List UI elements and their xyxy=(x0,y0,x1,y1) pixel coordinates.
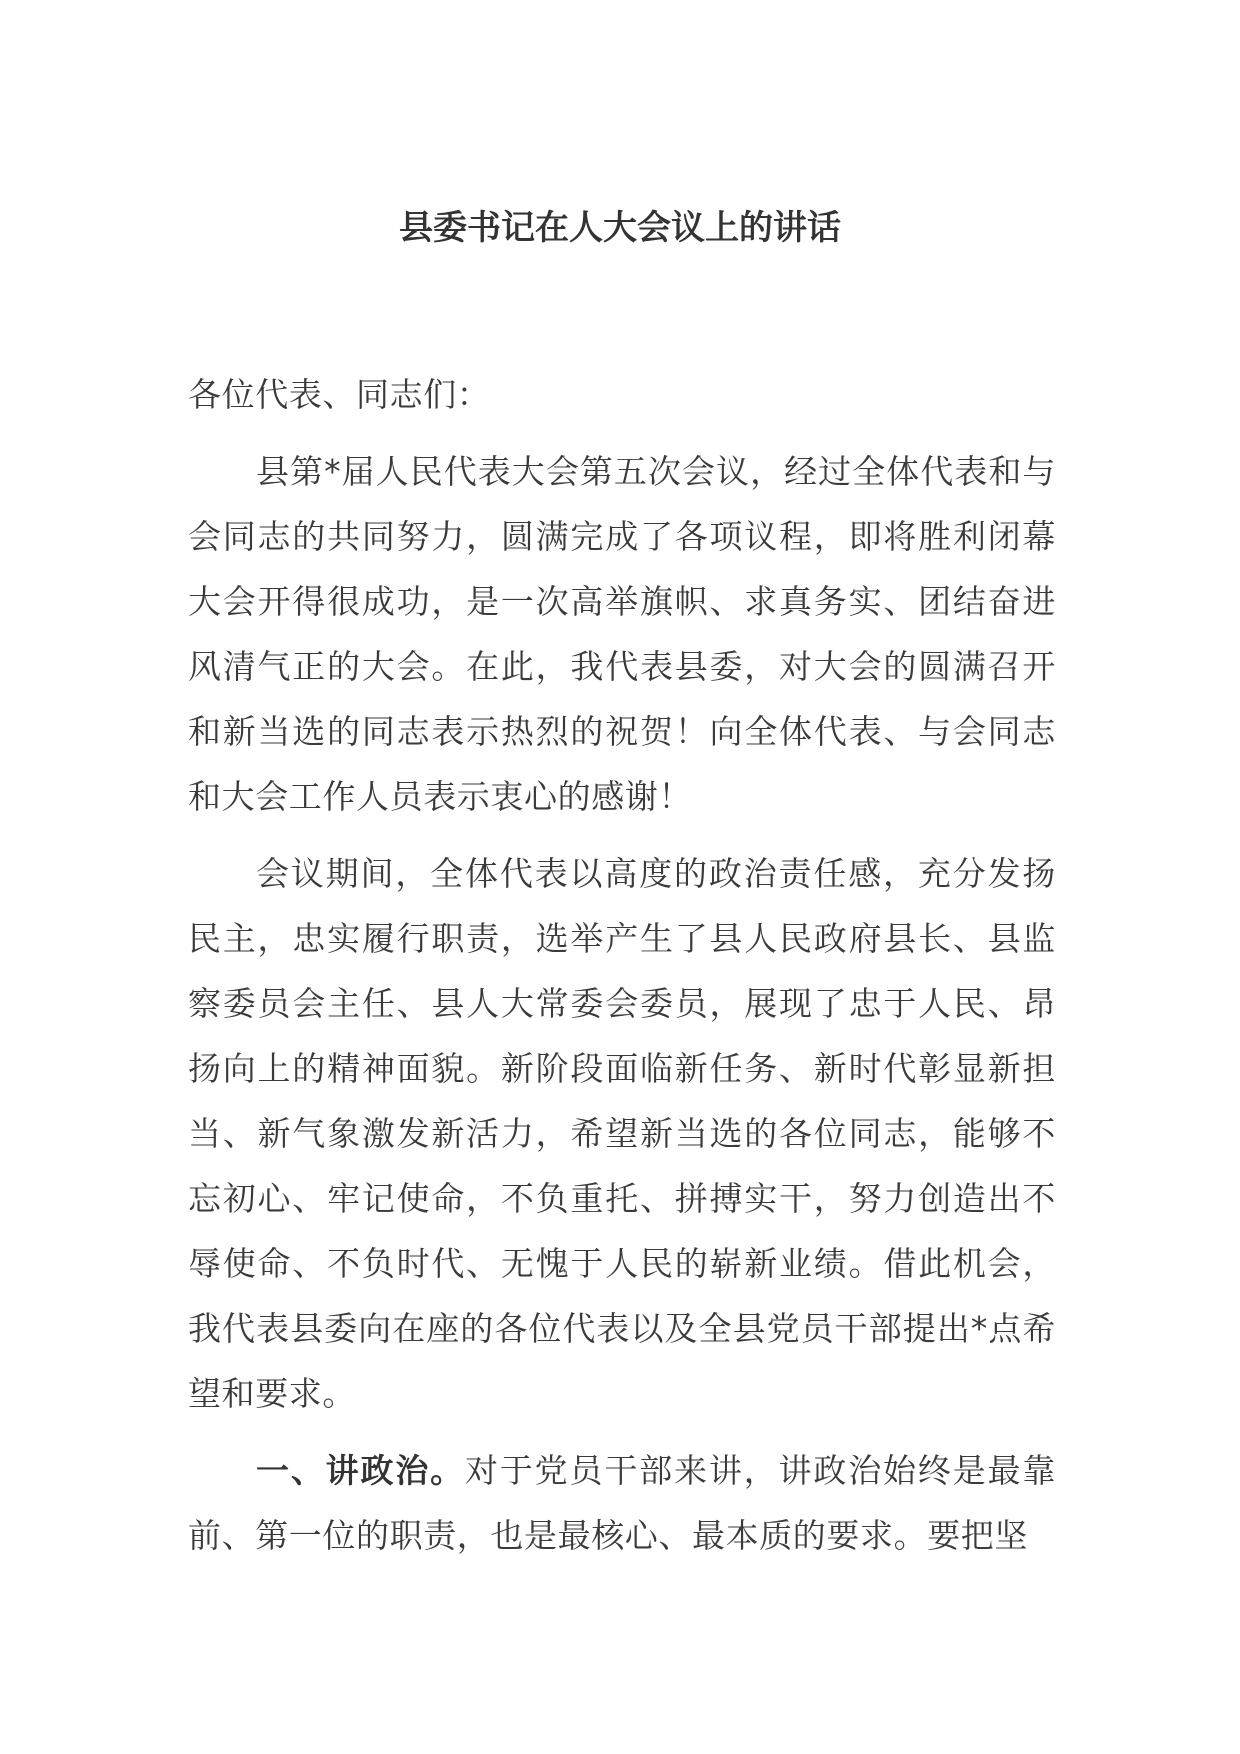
paragraph-section-politics xyxy=(188,1438,1056,1568)
document-title: 县委书记在人大会议上的讲话 xyxy=(399,208,841,248)
section-text: 对于党员干部来讲，讲政治始终是最靠前、第一位的职责，也是最核心、最本质的要求。要把坚 xyxy=(188,1451,1056,1555)
paragraph-opening: 县第*届人民代表大会第五次会议，经过全体代表和与会同志的共同努力，圆满完成了各项议程，即将胜利闭幕大会开得很成功，是一次高举旗帜、求真务实、团结奋进风清气正的大会。在此，我代表县委，对大会的圆满召开和新当选的同志表示热烈的祝贺！向全体代表、与会同志和大会工作人员表示衷心的感谢！ xyxy=(188,452,1056,816)
section-heading: 一、讲政治。 xyxy=(256,1451,466,1490)
salutation: 各位代表、同志们： xyxy=(188,375,491,414)
document-body xyxy=(188,362,1056,1580)
paragraph-meeting-review: 会议期间，全体代表以高度的政治责任感，充分发扬民主，忠实履行职责，选举产生了县人民政府县长、县监察委员会主任、县人大常委会委员，展现了忠于人民、昂扬向上的精神面貌。新阶段面临新任务、新时代彰显新担当、新气象激发新活力，希望新当选的各位同志，能够不忘初心、牢记使命，不负重托、拼搏实干，努力创造出不辱使命、不负时代、无愧于人民的崭新业绩。借此机会，我代表县委向在座的各位代表以及全县党员干部提出*点希望和要求。 xyxy=(188,854,1056,1413)
